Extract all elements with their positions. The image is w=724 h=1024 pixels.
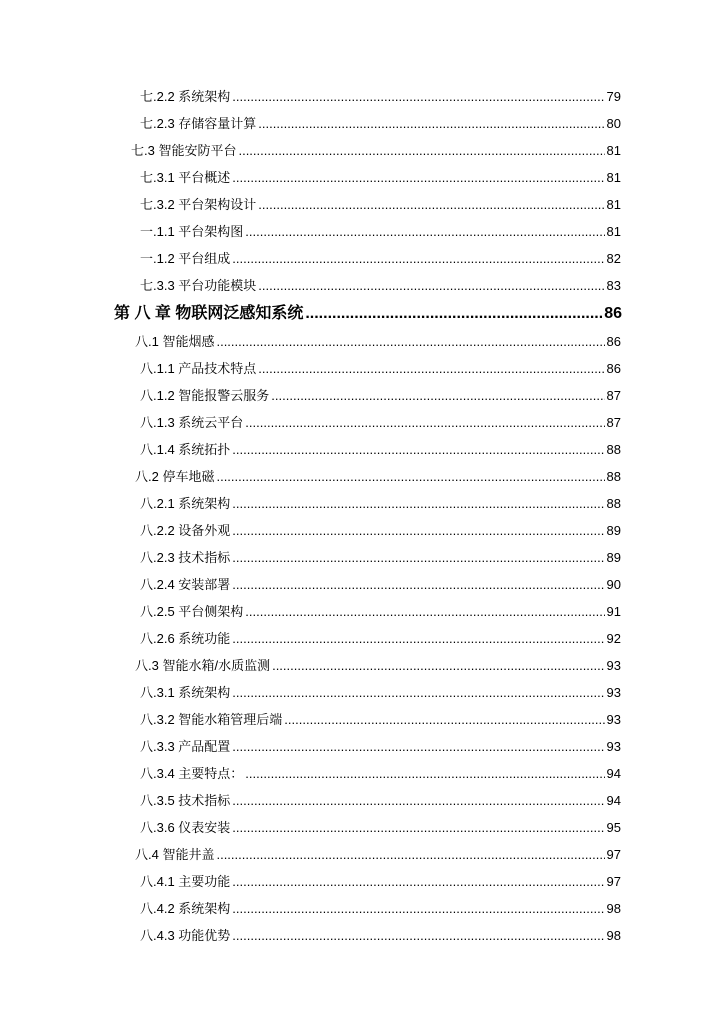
dot-leader: [245, 218, 604, 245]
toc-page-number: 97: [606, 874, 621, 889]
dot-leader: [305, 299, 602, 328]
toc-entry[interactable]: [0, 895, 724, 922]
toc-entry-label: 一.1.2 平台组成: [140, 251, 231, 266]
toc-entry[interactable]: [0, 787, 724, 814]
toc-entry-label: 七.3.1 平台概述: [140, 170, 231, 185]
toc-chapter-entry[interactable]: [0, 299, 724, 328]
toc-entry[interactable]: [0, 382, 724, 409]
toc-page-number: 82: [606, 251, 621, 266]
toc-entry[interactable]: [0, 409, 724, 436]
toc-entry-label: 八.2.5 平台侧架构: [140, 604, 244, 619]
toc-entry-label: 八.2.1 系统架构: [140, 496, 231, 511]
toc-entry-label: 八.3.4 主要特点：: [140, 766, 244, 781]
toc-page-number: 86: [606, 361, 621, 376]
dot-leader: [232, 490, 604, 517]
toc-entry-label: 八.2 停车地磁: [135, 469, 215, 484]
toc-entry[interactable]: [0, 463, 724, 490]
toc-page-number: 92: [606, 631, 621, 646]
dot-leader: [232, 679, 604, 706]
dot-leader: [232, 83, 604, 110]
toc-entry-label: 八.2.2 设备外观: [140, 523, 231, 538]
toc-page-number: 83: [606, 278, 621, 293]
dot-leader: [232, 733, 604, 760]
toc-entry[interactable]: [0, 922, 724, 949]
toc-entry[interactable]: [0, 733, 724, 760]
toc-entry-label: 一.1.1 平台架构图: [140, 224, 244, 239]
toc-page-number: 93: [606, 739, 621, 754]
toc-page-number: 86: [606, 334, 621, 349]
toc-entry-label: 八.3.6 仪表安装: [140, 820, 231, 835]
toc-entry-label: 七.3.2 平台架构设计: [140, 197, 257, 212]
toc-entry[interactable]: [0, 436, 724, 463]
toc-entry[interactable]: [0, 598, 724, 625]
toc-entry-label: 七.3.3 平台功能模块: [140, 278, 257, 293]
toc-page-number: 89: [606, 523, 621, 538]
toc-entry-label: 八.1.3 系统云平台: [140, 415, 244, 430]
dot-leader: [284, 706, 604, 733]
toc-entry[interactable]: [0, 355, 724, 382]
toc-entry-label: 八.1.2 智能报警云服务: [140, 388, 270, 403]
dot-leader: [245, 598, 604, 625]
toc-page-number: 95: [606, 820, 621, 835]
toc-entry[interactable]: [0, 652, 724, 679]
dot-leader: [245, 760, 604, 787]
toc-entry[interactable]: [0, 328, 724, 355]
toc-entry-label: 八.1 智能烟感: [135, 334, 215, 349]
dot-leader: [232, 787, 604, 814]
toc-page-number: 93: [606, 685, 621, 700]
toc-entry[interactable]: [0, 814, 724, 841]
dot-leader: [258, 110, 604, 137]
toc-entry-label: 八.1.1 产品技术特点: [140, 361, 257, 376]
dot-leader: [232, 245, 604, 272]
toc-entry-label: 八.2.3 技术指标: [140, 550, 231, 565]
toc-entry[interactable]: [0, 490, 724, 517]
toc-entry-label: 七.2.3 存储容量计算: [140, 116, 257, 131]
dot-leader: [258, 355, 604, 382]
toc-page-number: 88: [606, 469, 621, 484]
dot-leader: [232, 544, 604, 571]
toc-entry[interactable]: [0, 544, 724, 571]
toc-page-number: 90: [606, 577, 621, 592]
dot-leader: [258, 191, 604, 218]
dot-leader: [232, 814, 604, 841]
toc-chapter-label: 第 八 章 物联网泛感知系统: [114, 305, 304, 322]
toc-page-number: 81: [606, 197, 621, 212]
toc-page-number: 81: [606, 143, 621, 158]
toc-entry-label: 八.4 智能井盖: [135, 847, 215, 862]
toc-entry-label: 八.3.1 系统架构: [140, 685, 231, 700]
toc-entry-label: 八.4.3 功能优势: [140, 928, 231, 943]
toc-page-number: 88: [606, 442, 621, 457]
toc-page-number: 93: [606, 712, 621, 727]
toc-page-number: 87: [606, 415, 621, 430]
dot-leader: [232, 895, 604, 922]
toc-entry[interactable]: [0, 164, 724, 191]
toc-entry[interactable]: [0, 841, 724, 868]
toc-entry-label: 八.2.4 安装部署: [140, 577, 231, 592]
dot-leader: [216, 328, 604, 355]
toc-entry[interactable]: [0, 571, 724, 598]
toc-entry-label: 七.3 智能安防平台: [131, 143, 237, 158]
toc-page-number: 97: [606, 847, 621, 862]
toc-page-number: 80: [606, 116, 621, 131]
toc-entry[interactable]: [0, 191, 724, 218]
toc-entry[interactable]: [0, 137, 724, 164]
toc-entry[interactable]: [0, 760, 724, 787]
dot-leader: [232, 868, 604, 895]
toc-entry[interactable]: [0, 517, 724, 544]
dot-leader: [232, 436, 604, 463]
dot-leader: [232, 164, 604, 191]
dot-leader: [216, 841, 604, 868]
toc-entry[interactable]: [0, 679, 724, 706]
toc-page-number: 94: [606, 766, 621, 781]
toc-page-number: 98: [606, 928, 621, 943]
dot-leader: [271, 382, 604, 409]
toc-entry-label: 八.4.1 主要功能: [140, 874, 231, 889]
toc-entry-label: 八.3.2 智能水箱管理后端: [140, 712, 283, 727]
dot-leader: [232, 922, 604, 949]
toc-page-number: 94: [606, 793, 621, 808]
toc-entry-label: 八.3.5 技术指标: [140, 793, 231, 808]
dot-leader: [245, 409, 604, 436]
toc-entry[interactable]: [0, 272, 724, 299]
toc-entry-label: 八.1.4 系统拓扑: [140, 442, 231, 457]
toc-entry[interactable]: [0, 218, 724, 245]
dot-leader: [232, 625, 604, 652]
table-of-contents: [0, 83, 724, 949]
toc-entry-label: 八.2.6 系统功能: [140, 631, 231, 646]
dot-leader: [232, 517, 604, 544]
toc-entry[interactable]: [0, 868, 724, 895]
toc-entry-label: 八.3 智能水箱/水质监测: [135, 658, 271, 673]
toc-entry-label: 八.4.2 系统架构: [140, 901, 231, 916]
toc-page-number: 91: [606, 604, 621, 619]
dot-leader: [216, 463, 604, 490]
dot-leader: [232, 571, 604, 598]
toc-page-number: 81: [606, 170, 621, 185]
toc-entry[interactable]: [0, 83, 724, 110]
toc-page-number: 86: [604, 305, 622, 322]
toc-page-number: 89: [606, 550, 621, 565]
toc-page-number: 87: [606, 388, 621, 403]
dot-leader: [258, 272, 604, 299]
toc-entry[interactable]: [0, 245, 724, 272]
toc-entry[interactable]: [0, 625, 724, 652]
toc-page-number: 81: [606, 224, 621, 239]
toc-entry-label: 七.2.2 系统架构: [140, 89, 231, 104]
toc-entry[interactable]: [0, 110, 724, 137]
dot-leader: [238, 137, 604, 164]
toc-page-number: 79: [606, 89, 621, 104]
toc-entry-label: 八.3.3 产品配置: [140, 739, 231, 754]
toc-page-number: 93: [606, 658, 621, 673]
toc-entry[interactable]: [0, 706, 724, 733]
toc-page-number: 88: [606, 496, 621, 511]
dot-leader: [272, 652, 604, 679]
toc-page-number: 98: [606, 901, 621, 916]
